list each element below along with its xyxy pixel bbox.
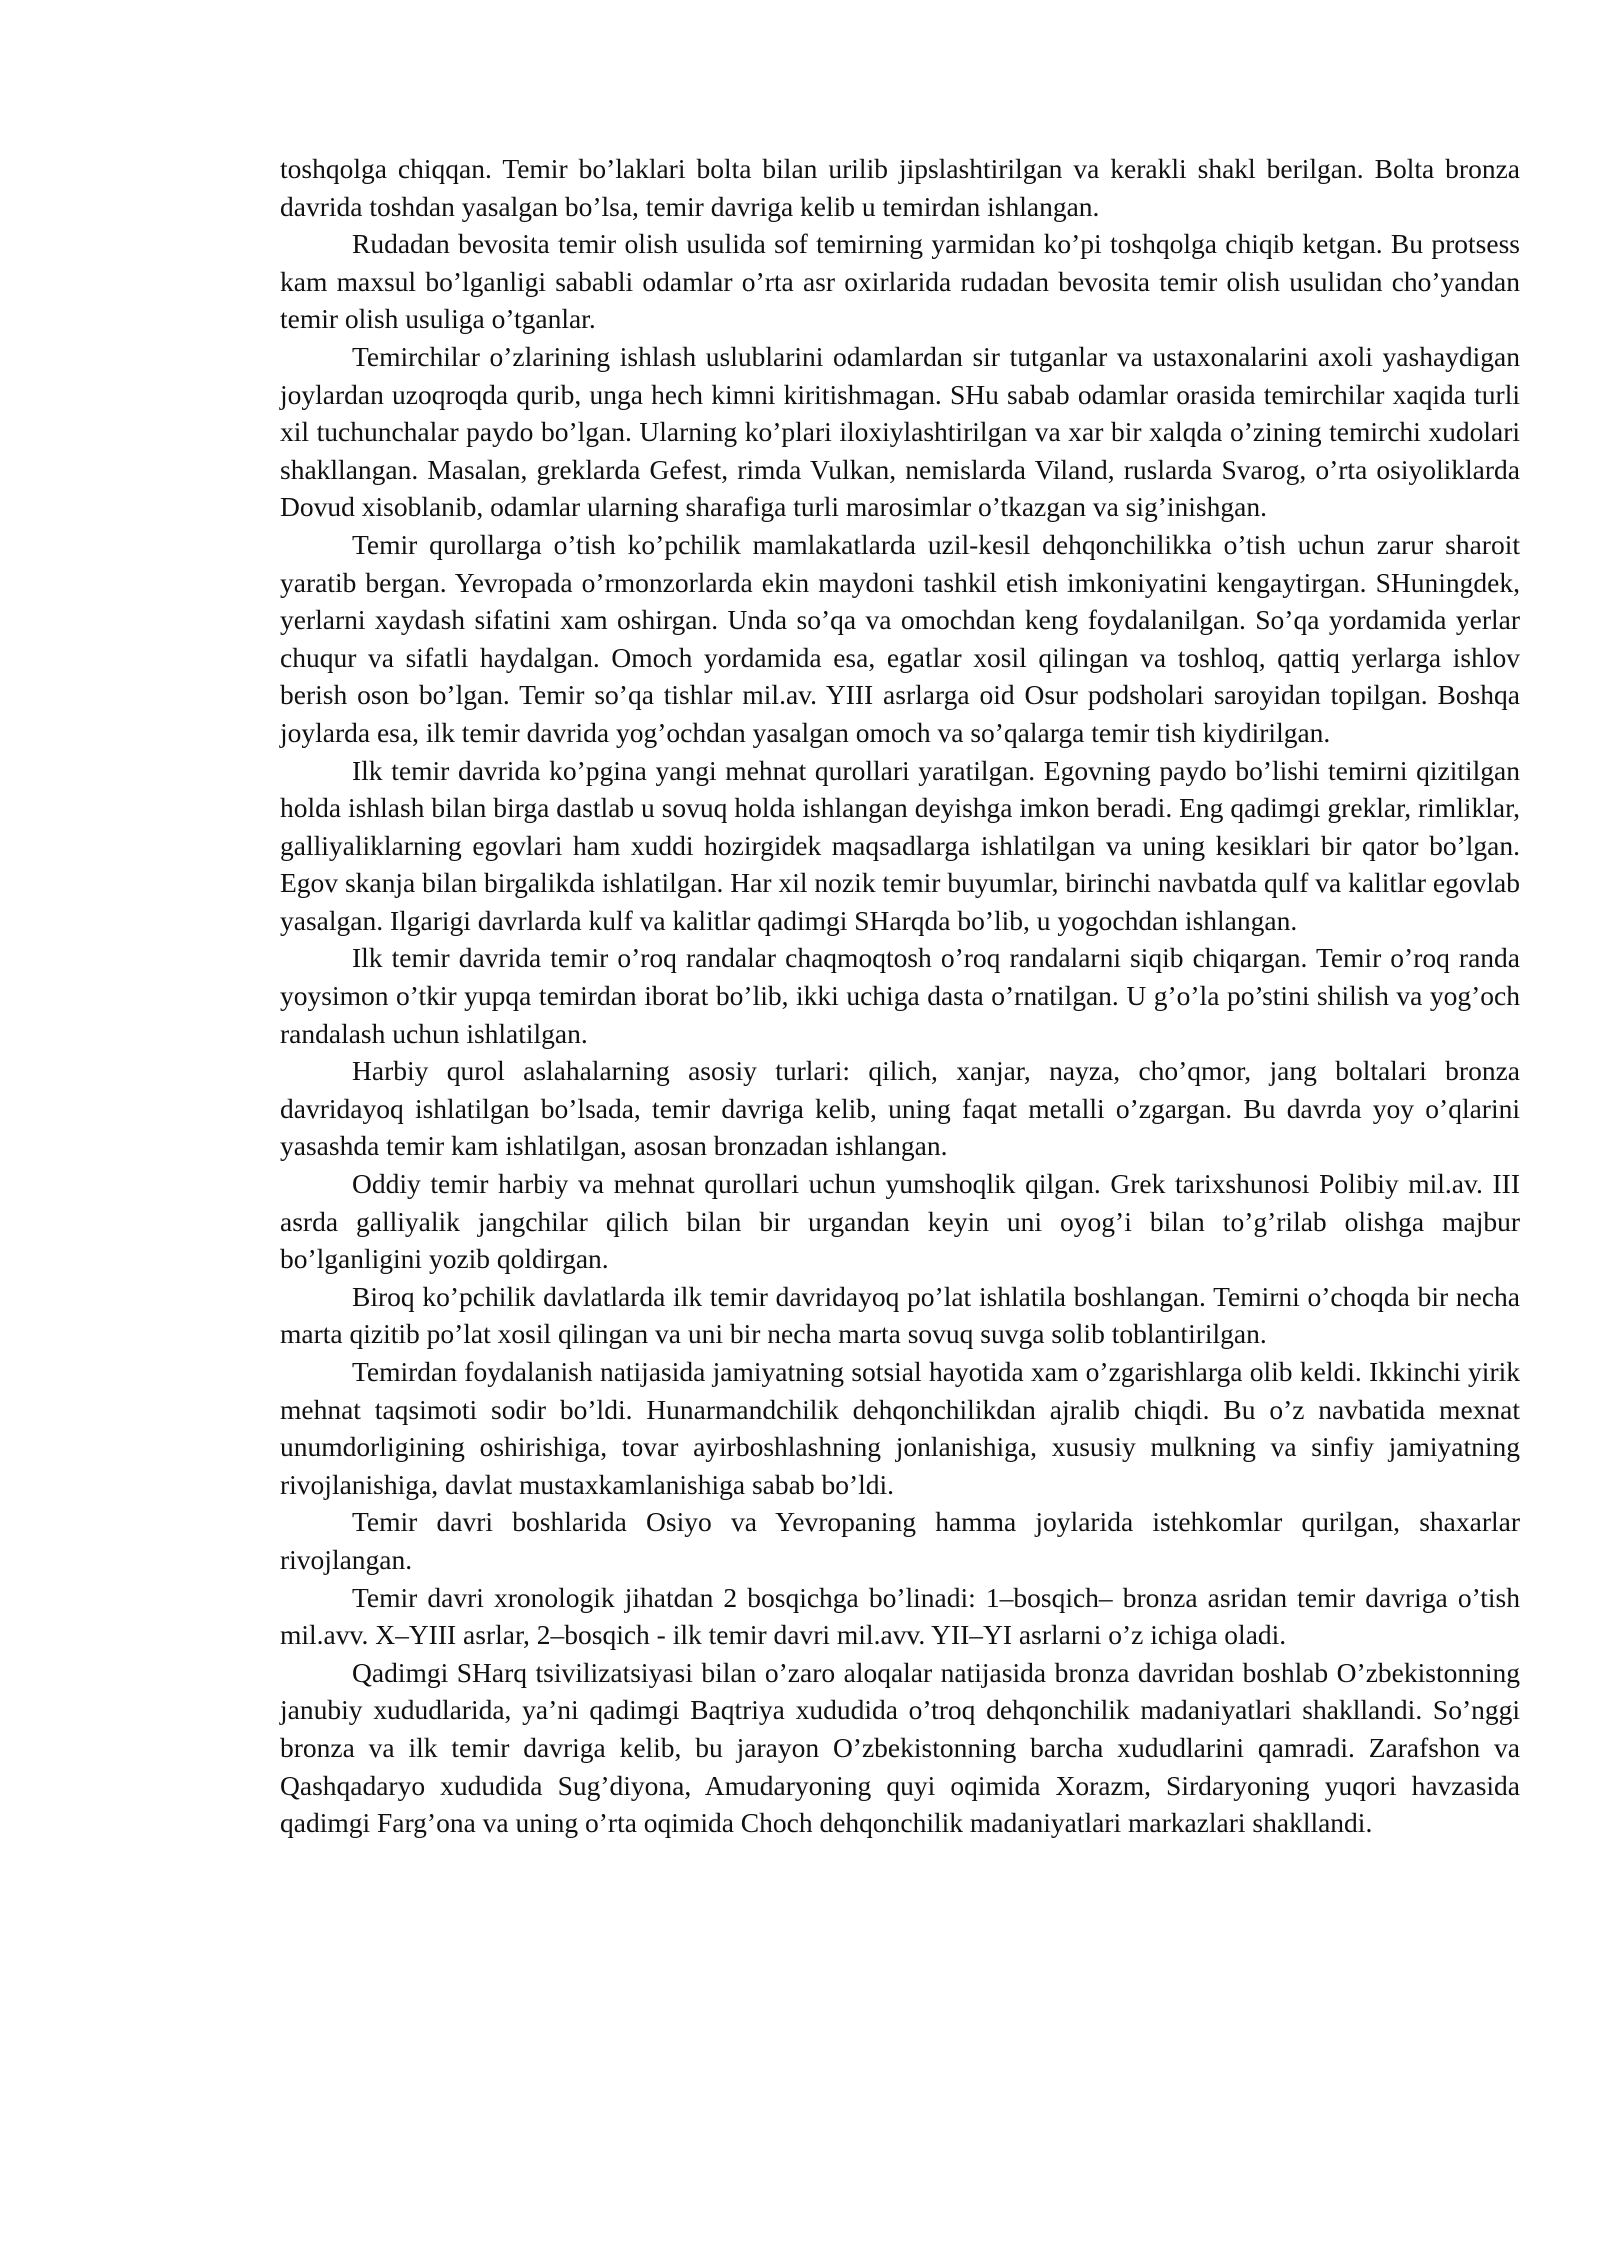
paragraph-chronology: Temir davri xronologik jihatdan 2 bosqichga bo’linadi: 1–bosqich– bronza asridan temir davriga o’tish mil.avv. X–YIII asrlar, 2–bosqich - ilk temir davri mil.avv. YII–YI asrlarni o’z ichiga oladi. bbox=[280, 1581, 1520, 1651]
paragraph-file-tool: Ilk temir davrida ko’pgina yangi mehnat qurollari yaratilgan. Egovning paydo bo’lishi temirni qizitilgan holda ishlash bilan birga dastlab u sovuq holda ishlangan deyishga imkon beradi. Eng qadimgi greklar, rimliklar, galliyaliklarning egovlari ham xuddi hozirgidek maqsadlarga ishlatilgan va uning kesiklari bir qator bo’lgan. Egov skanja bilan birgalikda ishlatilgan. Har xil nozik temir buyumlar, birinchi navbatda qulf va kalitlar egovlab yasalgan. Ilgarigi davrlarda kulf va kalitlar qadimgi SHarqda bo’lib, u yogochdan ishlangan. bbox=[280, 754, 1520, 936]
paragraph-uzbekistan-cultures: Qadimgi SHarq tsivilizatsiyasi bilan o’zaro aloqalar natijasida bronza davridan boshlab O’zbekistonning janubiy xududlarida, ya’ni qadimgi Baqtriya xududida o’troq dehqonchilik madaniyatlari shakllandi. So’nggi bronza va ilk temir davriga kelib, bu jarayon O’zbekistonning barcha xududlarini qamradi. Zarafshon va Qashqadaryo xududida Sug’diyona, Amudaryoning quyi oqimida Xorazm, Sirdaryoning yuqori havzasida qadimgi Farg’ona va uning o’rta oqimida Choch dehqonchilik madaniyatlari markazlari shakllandi. bbox=[280, 1656, 1520, 1839]
paragraph-continued: toshqolga chiqqan. Temir bo’laklari bolta bilan urilib jipslashtirilgan va kerakli shakl berilgan. Bolta bronza davrida toshdan yasalgan bo’lsa, temir davriga kelib u temirdan ishlangan. bbox=[280, 153, 1520, 222]
paragraph-blacksmith-deities: Temirchilar o’zlarining ishlash uslublarini odamlardan sir tutganlar va ustaxonalarini axoli yashaydigan joylardan uzoqroqda qurib, unga hech kimni kiritishmagan. SHu sabab odamlar orasida temirchilar xaqida turli xil tuchunchalar paydo bo’lgan. Ularning ko’plari iloxiylashtirilgan va xar bir xalqda o’zining temirchi xudolari shakllangan. Masalan, greklarda Gefest, rimda Vulkan, nemislarda Viland, ruslarda Svarog, o’rta osiyoliklarda Dovud xisoblanib, odamlar ularning sharafiga turli marosimlar o’tkazgan va sig’inishgan. bbox=[280, 340, 1520, 523]
paragraph-steel: Biroq ko’pchilik davlatlarda ilk temir davridayoq po’lat ishlatila boshlangan. Temirni o’choqda bir necha marta qizitib po’lat xosil qilingan va uni bir necha marta sovuq suvga solib toblantirilgan. bbox=[280, 1280, 1520, 1350]
paragraph-soft-iron: Oddiy temir harbiy va mehnat qurollari uchun yumshoqlik qilgan. Grek tarixshunosi Polibiy mil.av. III asrda galliyalik jangchilar qilich bilan bir urgandan keyin uni oyog’i bilan to’g’rilab olishga majbur bo’lganligini yozib qoldirgan. bbox=[280, 1168, 1520, 1275]
paragraph-agriculture-tools: Temir qurollarga o’tish ko’pchilik mamlakatlarda uzil-kesil dehqonchilikka o’tish uchun zarur sharoit yaratib bergan. Yevropada o’rmonzorlarda ekin maydoni tashkil etish imkoniyatini kengaytirgan. SHuningdek, yerlarni xaydash sifatini xam oshirgan. Unda so’qa va omochdan keng foydalanilgan. So’qa yordamida yerlar chuqur va sifatli haydalgan. Omoch yordamida esa, egatlar xosil qilingan va toshloq, qattiq yerlarga ishlov berish oson bo’lgan. Temir so’qa tishlar mil.av. YIII asrlarga oid Osur podsholari saroyidan topilgan. Boshqa joylarda esa, ilk temir davrida yog’ochdan yasalgan omoch va so’qalarga temir tish kiydirilgan. bbox=[280, 528, 1520, 748]
paragraph-social-change: Temirdan foydalanish natijasida jamiyatning sotsial hayotida xam o’zgarishlarga olib keldi. Ikkinchi yirik mehnat taqsimoti sodir bo’ldi. Hunarmandchilik dehqonchilikdan ajralib chiqdi. Bu o’z navbatida mexnat unumdorligining oshirishiga, tovar ayirboshlashning jonlanishiga, xususiy mulkning va sinfiy jamiyatning rivojlanishiga, davlat mustaxkamlanishiga sabab bo’ldi. bbox=[280, 1356, 1520, 1500]
document-page bbox=[280, 150, 1520, 1842]
paragraph-weapons: Harbiy qurol aslahalarning asosiy turlari: qilich, xanjar, nayza, cho’qmor, jang boltalari bronza davridayoq ishlatilgan bo’lsada, temir davriga kelib, uning faqat metalli o’zgargan. Bu davrda yoy o’qlarini yasashda temir kam ishlatilgan, asosan bronzadan ishlangan. bbox=[280, 1055, 1520, 1162]
paragraph-plane-tool: Ilk temir davrida temir o’roq randalar chaqmoqtosh o’roq randalarni siqib chiqargan. Temir o’roq randa yoysimon o’tkir yupqa temirdan iborat bo’lib, ikki uchiga dasta o’rnatilgan. U g’o’la po’stini shilish va yog’och randalash uchun ishlatilgan. bbox=[280, 942, 1520, 1049]
paragraph-direct-iron-method: Rudadan bevosita temir olish usulida sof temirning yarmidan ko’pi toshqolga chiqib ketgan. Bu protsess kam maxsul bo’lganligi sababli odamlar o’rta asr oxirlarida rudadan bevosita temir olish usulidan cho’yandan temir olish usuliga o’tganlar. bbox=[280, 228, 1520, 335]
paragraph-fortifications: Temir davri boshlarida Osiyo va Yevropaning hamma joylarida istehkomlar qurilgan, shaxarlar rivojlangan. bbox=[280, 1506, 1520, 1575]
